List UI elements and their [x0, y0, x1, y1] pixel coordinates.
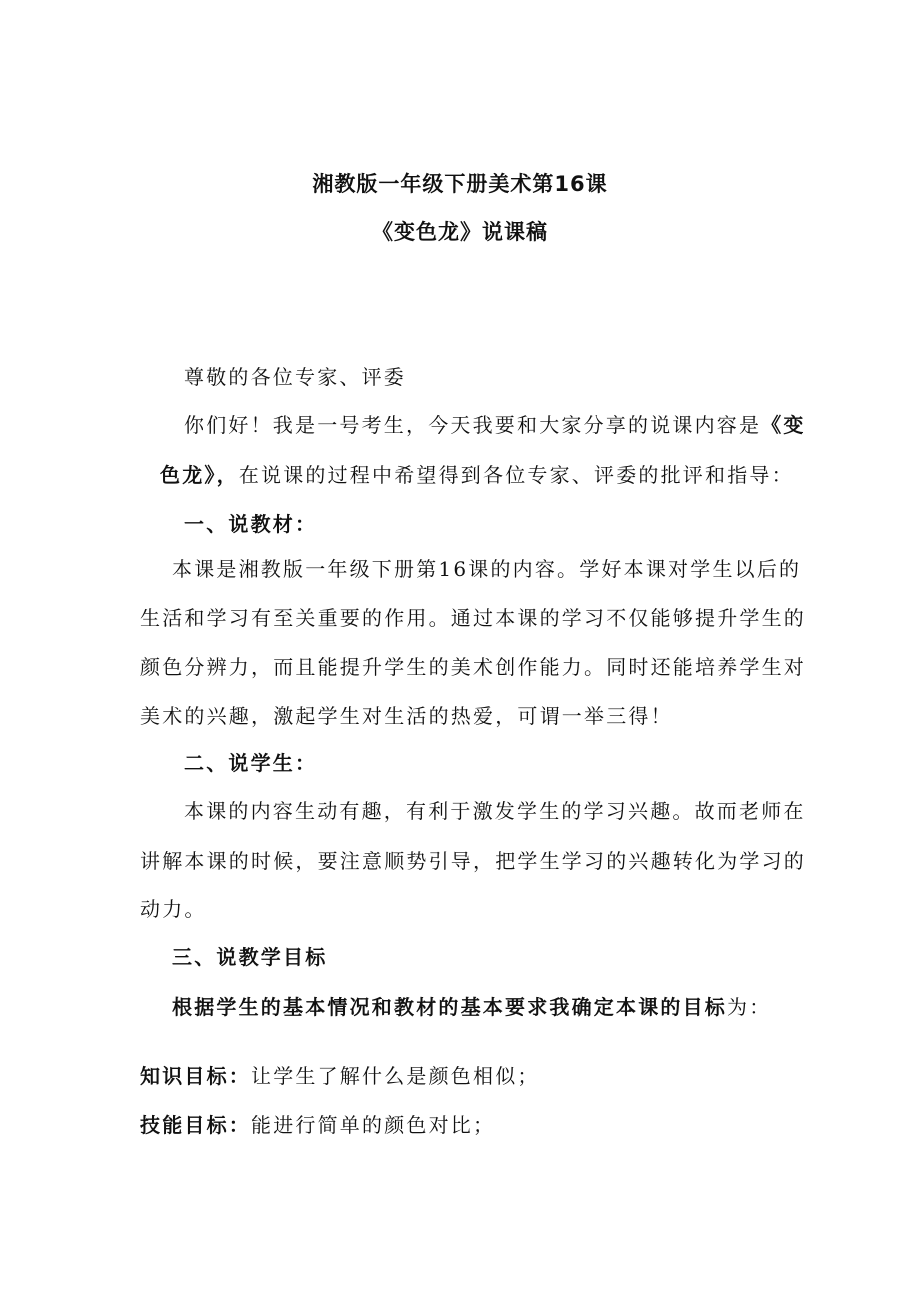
- paragraph-line: 本课是湘教版一年级下册第16课的内容。学好本课对学生以后的: [172, 557, 802, 581]
- doc-title: 湘教版一年级下册美术第16课: [312, 172, 608, 196]
- section-heading-objectives: 三、说教学目标: [172, 945, 328, 969]
- objectives-intro-text: 根据学生的基本情况和教材的基本要求我确定本课的目标: [172, 995, 727, 1019]
- doc-subtitle: 《变色龙》说课稿: [372, 220, 548, 244]
- goal-label: 技能目标：: [140, 1113, 251, 1137]
- paragraph-line: 生活和学习有至关重要的作用。通过本课的学习不仅能够提升学生的: [140, 606, 806, 630]
- goal-label: 知识目标：: [140, 1064, 251, 1088]
- paragraph-line: 美术的兴趣，激起学生对生活的热爱，可谓一举三得！: [140, 704, 673, 728]
- greeting: 尊敬的各位专家、评委: [184, 365, 406, 389]
- objectives-intro: [172, 991, 771, 1020]
- goal-knowledge: [140, 1060, 540, 1089]
- intro-text: 你们好！我是一号考生，今天我要和大家分享的说课内容是: [184, 413, 762, 437]
- lesson-name-end: 色龙》，: [160, 463, 239, 487]
- objectives-intro-end: 为：: [727, 995, 772, 1019]
- intro-text-2: 在说课的过程中希望得到各位专家、评委的批评和指导：: [238, 463, 794, 487]
- intro-line-1: [184, 409, 806, 438]
- paragraph-line: 动力。: [140, 897, 207, 921]
- goal-text: 能进行简单的颜色对比；: [251, 1113, 496, 1137]
- goal-skill: [140, 1109, 495, 1138]
- paragraph-line: 颜色分辨力，而且能提升学生的美术创作能力。同时还能培养学生对: [140, 655, 806, 679]
- intro-line-2: [160, 459, 794, 488]
- section-heading-students: 二、说学生：: [184, 751, 318, 775]
- lesson-name-start: 《变: [761, 413, 806, 437]
- paragraph-line: 讲解本课的时候，要注意顺势引导，把学生学习的兴趣转化为学习的: [140, 849, 806, 873]
- section-heading-textbook: 一、说教材：: [184, 512, 318, 536]
- paragraph-line: 本课的内容生动有趣，有利于激发学生的学习兴趣。故而老师在: [184, 799, 806, 823]
- goal-text: 让学生了解什么是颜色相似；: [251, 1064, 540, 1088]
